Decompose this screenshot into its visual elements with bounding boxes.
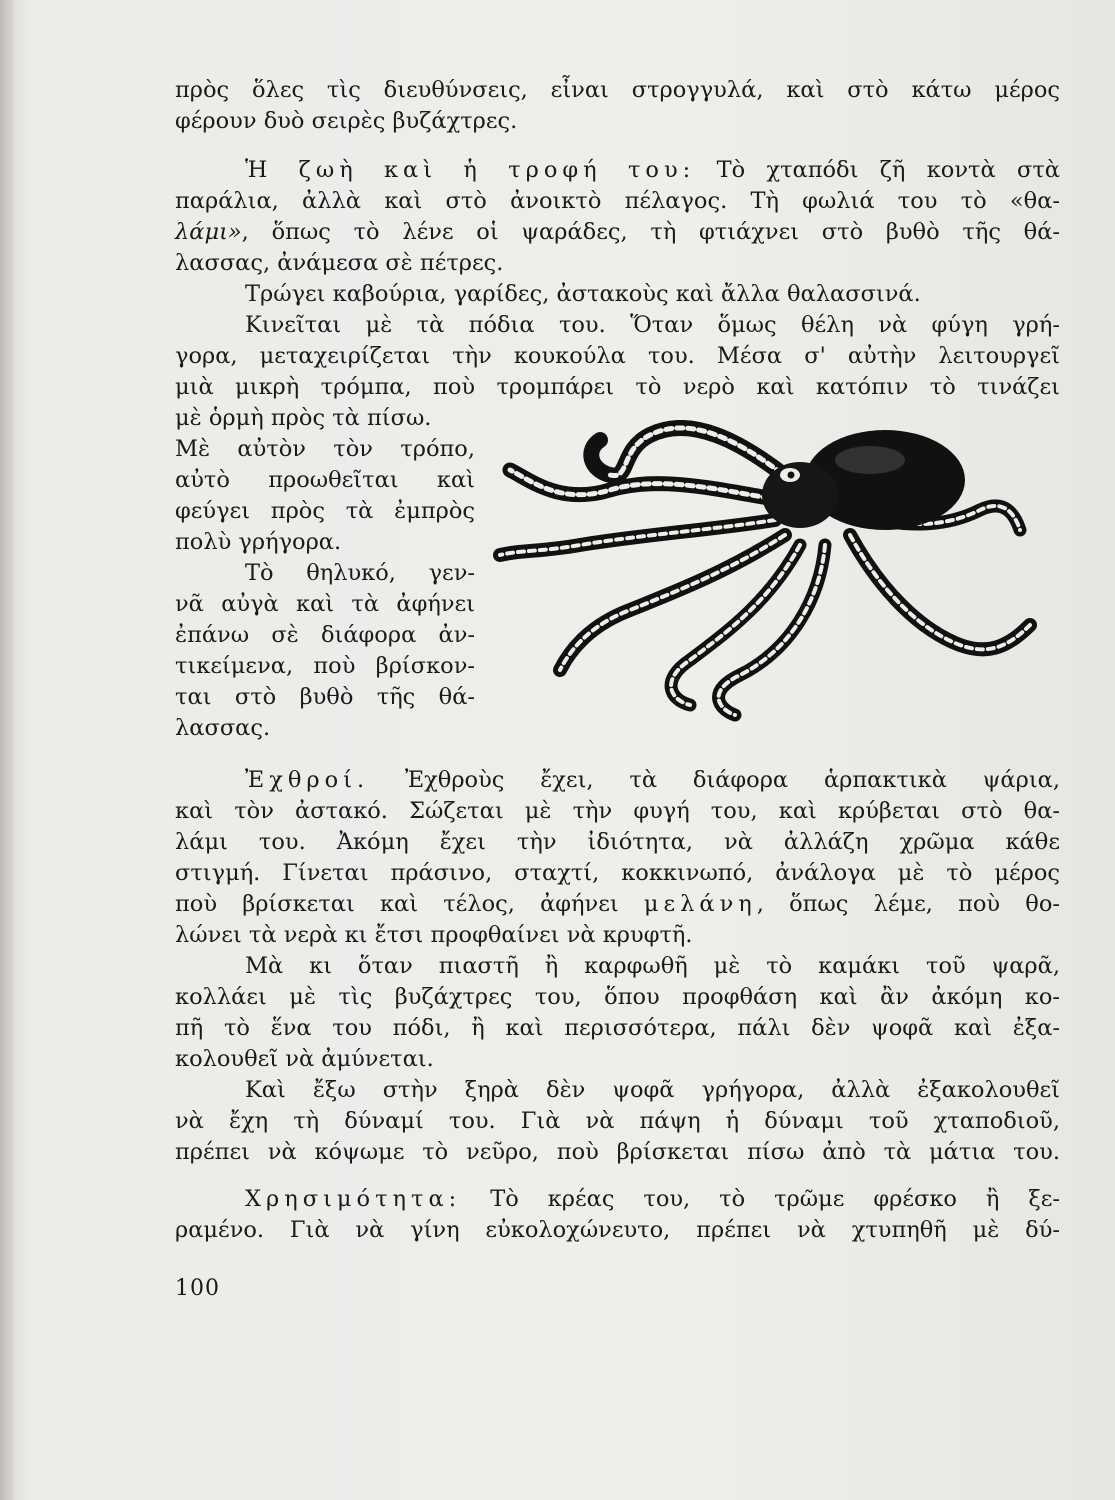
text-line: πρέπει νὰ κόψωμε τὸ νεῦρο, ποὺ βρίσκεται πίσω ἀπὸ τὰ μάτια του. [175, 1139, 1060, 1165]
text-line: λασσας, ἀνάμεσα σὲ πέτρες. [175, 250, 504, 276]
text-span: ποὺ βρίσκεται καὶ τέλος, ἀφήνει [175, 891, 644, 917]
text-span: Τὸ χταπόδι ζῆ κοντὰ στὰ [716, 157, 1060, 183]
text-span: Ἐχθροὺς ἔχει, τὰ διάφορα ἁρπακτικὰ ψάρια, [404, 767, 1060, 793]
section-heading-usefulness: Χρησιμότητα: [245, 1186, 462, 1212]
text-line [175, 217, 1060, 248]
spaced-term: μελάνη [643, 891, 757, 917]
text-line: κολλάει μὲ τὶς βυζάχτρες του, ὅπου προφθάση καὶ ἂν ἀκόμη κο- [175, 984, 1060, 1010]
text-line: κολουθεῖ νὰ ἀμύνεται. [175, 1046, 434, 1072]
text-line [175, 155, 1060, 186]
text-span: Τὸ κρέας του, τὸ τρῶμε φρέσκο ἢ ξε- [490, 1186, 1060, 1212]
text-line: Καὶ ἔξω στὴν ξηρὰ δὲν ψοφᾶ γρήγορα, ἀλλὰ ἐξακολουθεῖ [245, 1077, 1060, 1103]
section-heading-enemies: Ἐχθροί. [245, 767, 370, 793]
text-line: πῆ τὸ ἕνα του πόδι, ἢ καὶ περισσότερα, πάλι δὲν ψοφᾶ καὶ ἐξα- [175, 1015, 1060, 1041]
text-line: αὐτὸ προωθεῖται καὶ [175, 467, 475, 493]
text-line: στιγμή. Γίνεται πράσινο, σταχτί, κοκκινωπό, ἀνάλογα μὲ τὸ μέρος [175, 860, 1060, 886]
text-line: λώνει τὰ νερὰ κι ἔτσι προφθαίνει νὰ κρυφτῆ. [175, 922, 693, 948]
text-line: πολὺ γρήγορα. [175, 529, 342, 555]
section-enemies [175, 765, 1060, 1168]
text-line: μὲ ὁρμὴ πρὸς τὰ πίσω. [175, 405, 432, 431]
text-line: Μὰ κι ὅταν πιαστῆ ἢ καρφωθῆ μὲ τὸ καμάκι τοῦ ψαρᾶ, [245, 953, 1060, 979]
text-line: φεύγει πρὸς τὰ ἐμπρὸς [175, 498, 475, 524]
text-line: Τὸ θηλυκό, γεν- [245, 560, 475, 586]
text-line: γορα, μεταχειρίζεται τὴν κουκούλα του. Μέσα σ' αὐτὴν λειτουργεῖ [175, 343, 1060, 369]
narrow-column-text [175, 434, 475, 744]
text-span: , ὅπως λέμε, ποὺ θο- [756, 891, 1060, 917]
text-line: ται στὸ βυθὸ τῆς θά- [175, 684, 475, 710]
text-line: παράλια, ἀλλὰ καὶ στὸ ἀνοικτὸ πέλαγος. Τὴ φωλιά του τὸ «θα- [175, 188, 1060, 214]
text-line: νὰ ἔχη τὴ δύναμί του. Γιὰ νὰ πάψη ἡ δύναμι τοῦ χταποδιοῦ, [175, 1108, 1060, 1134]
text-line: φέρουν δυὸ σειρὲς βυζάχτρες. [175, 108, 518, 134]
text-line: Μὲ αὐτὸν τὸν τρόπο, [175, 436, 475, 462]
text-line [175, 1184, 1060, 1215]
octopus-illustration [490, 420, 1045, 725]
text-line: μιὰ μικρὴ τρόμπα, ποὺ τρομπάρει τὸ νερὸ καὶ κατόπιν τὸ τινάζει [175, 374, 1060, 400]
text-line: νᾶ αὐγὰ καὶ τὰ ἀφήνει [175, 591, 475, 617]
text-line: ἐπάνω σὲ διάφορα ἀν- [175, 622, 475, 648]
italic-term: λάμι» [175, 219, 242, 245]
page-number: 100 [175, 1276, 220, 1301]
section-life-and-food [175, 155, 1060, 434]
text-line: Κινεῖται μὲ τὰ πόδια του. Ὅταν ὅμως θέλη νὰ φύγη γρή- [245, 312, 1060, 338]
text-line: λασσας. [175, 715, 271, 741]
section-heading-life: Ἡ ζωὴ καὶ ἡ τροφή του: [245, 157, 696, 183]
text-line: λάμι του. Ἀκόμη ἔχει τὴν ἰδιότητα, νὰ ἀλλάζη χρῶμα κάθε [175, 829, 1060, 855]
octopus-head [762, 462, 838, 528]
text-line: τικείμενα, ποὺ βρίσκον- [175, 653, 475, 679]
section-usefulness [175, 1184, 1060, 1246]
text-line: Τρώγει καβούρια, γαρίδες, ἀστακοὺς καὶ ἄλλα θαλασσινά. [245, 281, 921, 307]
text-line: καὶ τὸν ἀστακό. Σώζεται μὲ τὴν φυγή του, καὶ κρύβεται στὸ θα- [175, 798, 1060, 824]
text-line: ραμένο. Γιὰ νὰ γίνη εὐκολοχώνευτο, πρέπει νὰ χτυπηθῆ μὲ δύ- [175, 1217, 1060, 1243]
text-line: πρὸς ὅλες τὶς διευθύνσεις, εἶναι στρογγυλά, καὶ στὸ κάτω μέρος [175, 77, 1060, 103]
text-line [175, 889, 1060, 920]
text-span: , ὅπως τὸ λένε οἱ ψαράδες, τὴ φτιάχνει στὸ βυθὸ τῆς θά- [241, 219, 1060, 245]
opening-paragraph [175, 75, 1060, 137]
text-line [175, 765, 1060, 796]
page-binding-edge [0, 0, 14, 1500]
